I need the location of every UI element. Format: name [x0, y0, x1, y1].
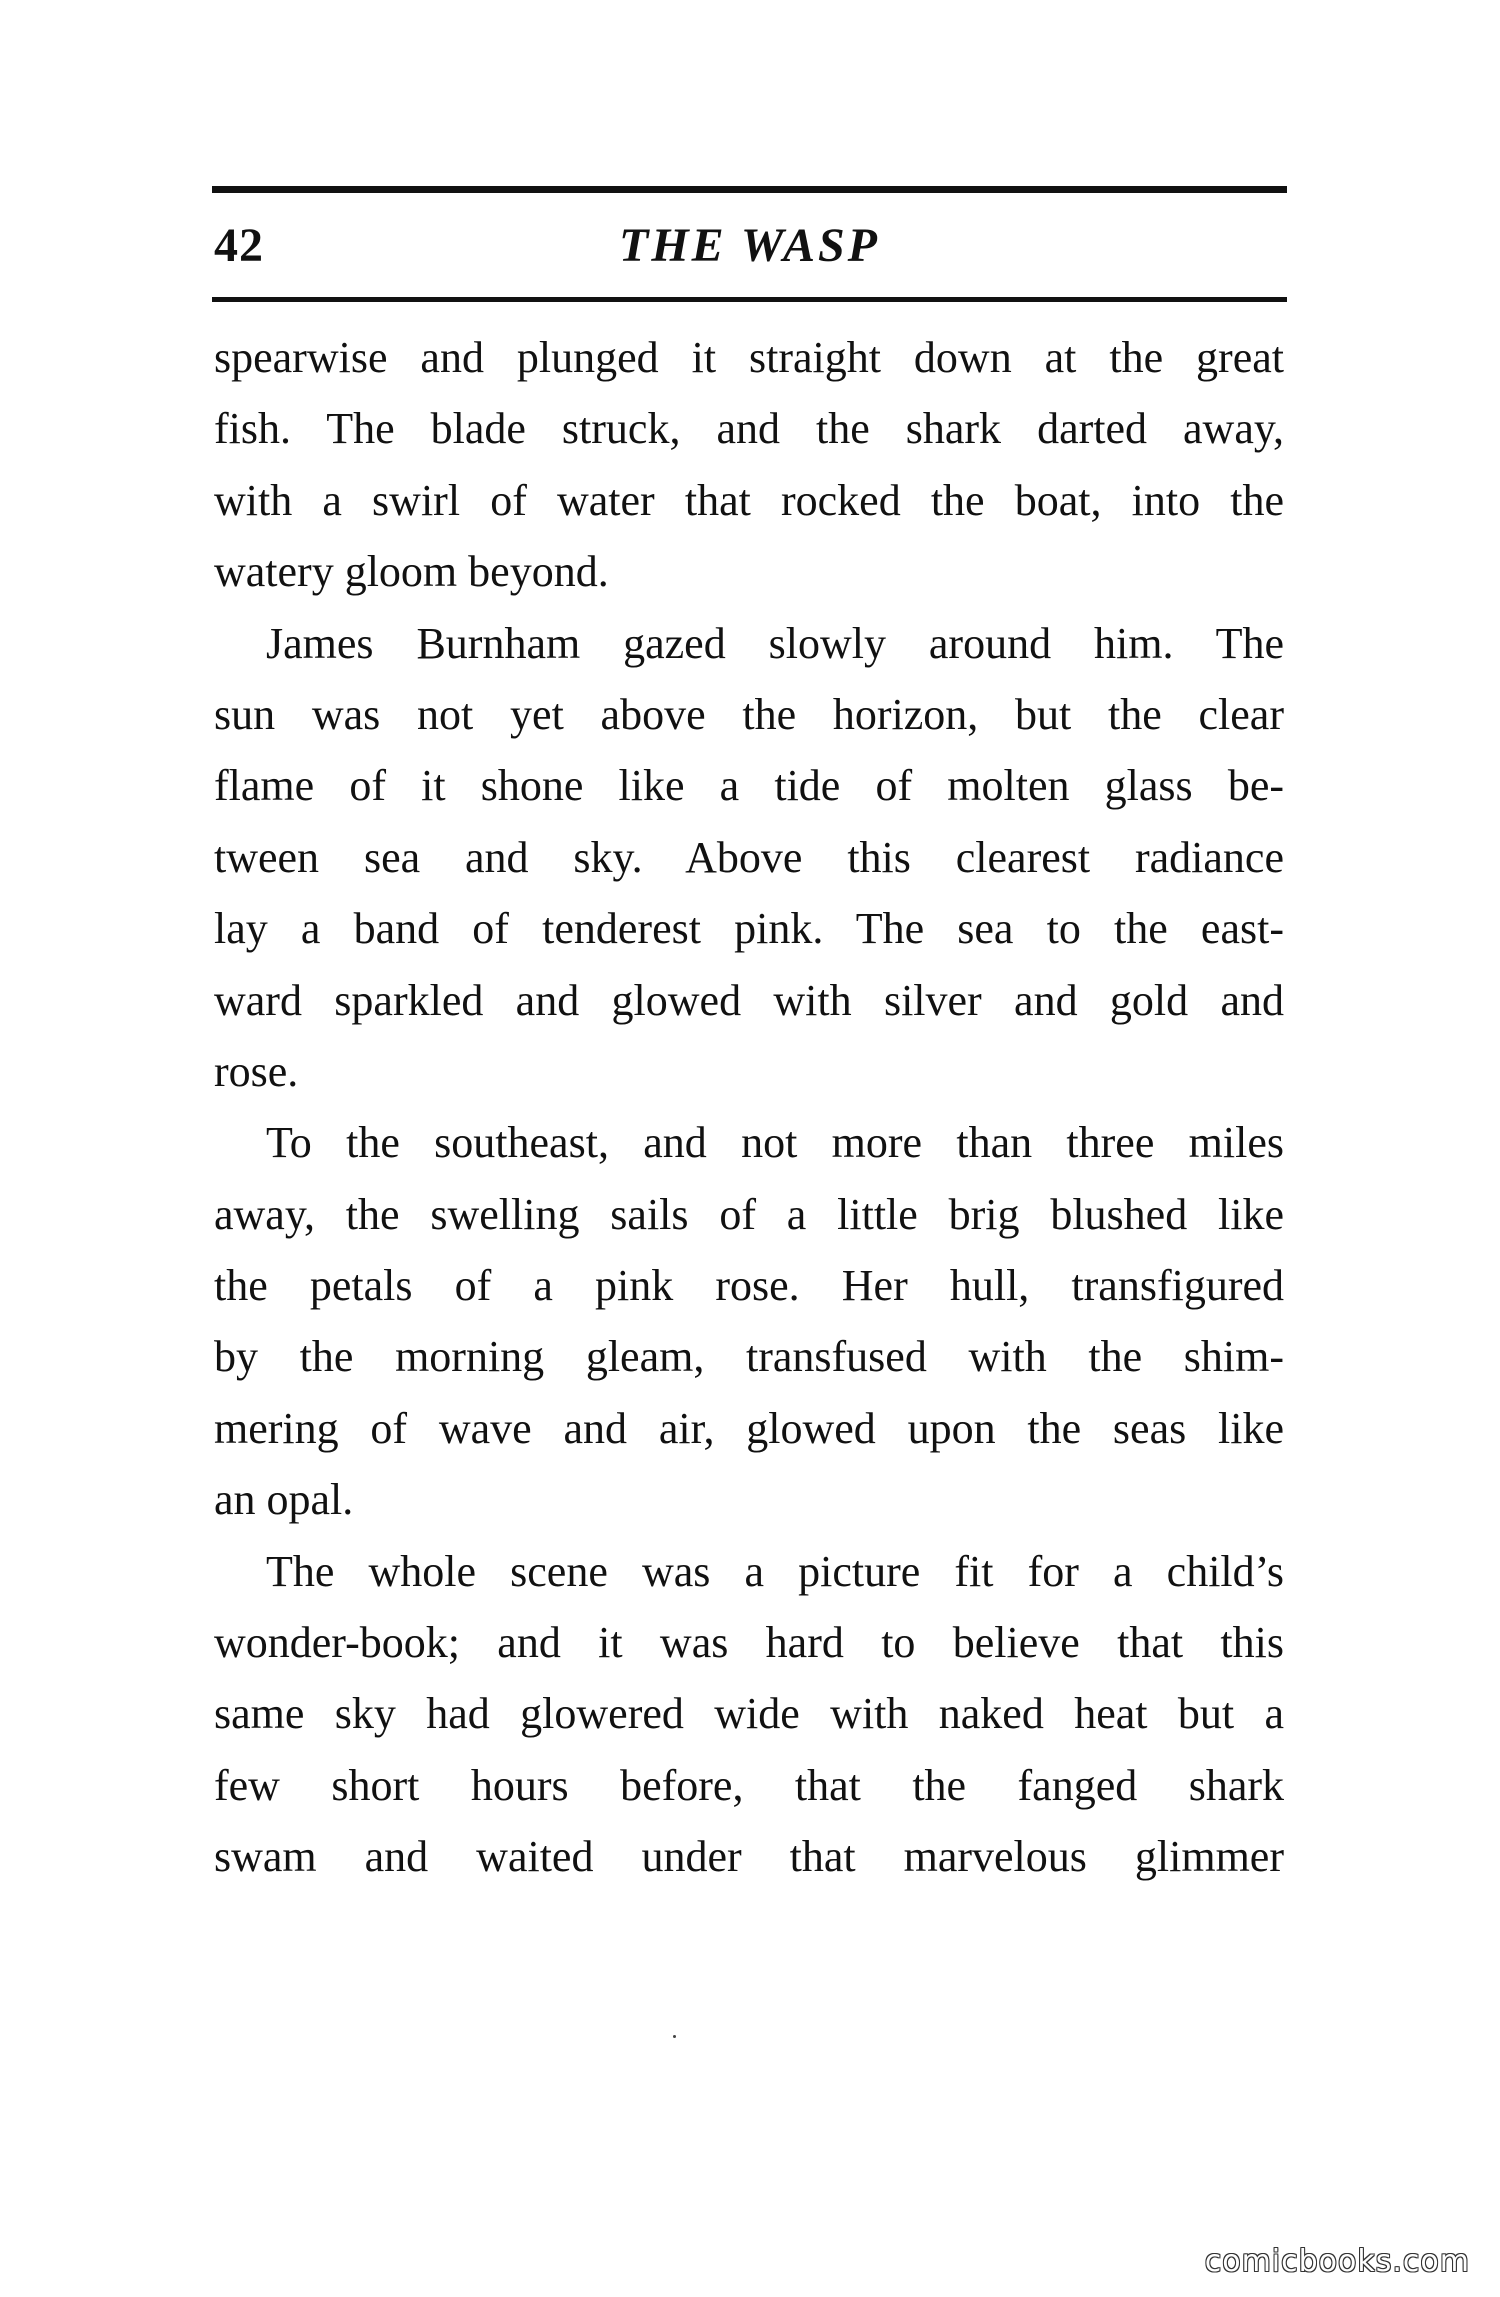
- text-line: lay a band of tenderest pink. The sea to the east-: [214, 904, 1284, 954]
- text-line: with a swirl of water that rocked the boat, into the: [214, 475, 1284, 525]
- header-rule-top: [212, 186, 1287, 193]
- paragraph: [214, 608, 1284, 1108]
- text-line: watery gloom beyond.: [214, 547, 609, 597]
- text-line: flame of it shone like a tide of molten glass be-: [214, 761, 1284, 811]
- text-line: tween sea and sky. Above this clearest radiance: [214, 832, 1284, 882]
- text-line: fish. The blade struck, and the shark darted away,: [214, 404, 1284, 454]
- text-line: away, the swelling sails of a little brig blushed like: [214, 1189, 1284, 1239]
- text-line: To the southeast, and not more than three miles: [266, 1118, 1284, 1168]
- text-line: wonder-book; and it was hard to believe that this: [214, 1618, 1284, 1668]
- page-number: 42: [214, 219, 264, 272]
- text-line: ward sparkled and glowed with silver and gold and: [214, 975, 1284, 1025]
- paragraph: [214, 322, 1284, 608]
- running-title: THE WASP: [619, 219, 880, 272]
- text-line: The whole scene was a picture fit for a child’s: [266, 1546, 1284, 1596]
- text-line: rose.: [214, 1046, 299, 1096]
- print-speck: [673, 2035, 676, 2038]
- page-body-text: [214, 322, 1284, 1893]
- text-line: sun was not yet above the horizon, but the clear: [214, 689, 1284, 739]
- text-line: swam and waited under that marvelous glimmer: [214, 1832, 1284, 1882]
- paragraph: [214, 1107, 1284, 1535]
- text-line: an opal.: [214, 1475, 354, 1525]
- text-line: by the morning gleam, transfused with the shim-: [214, 1332, 1284, 1382]
- text-line: same sky had glowered wide with naked heat but a: [214, 1689, 1284, 1739]
- text-line: few short hours before, that the fanged shark: [214, 1760, 1284, 1810]
- paragraph: [214, 1536, 1284, 1893]
- watermark-logo: comicbooks.com: [1204, 2244, 1470, 2279]
- text-line: the petals of a pink rose. Her hull, transfigured: [214, 1261, 1284, 1311]
- text-line: mering of wave and air, glowed upon the seas like: [214, 1403, 1284, 1453]
- header-rule-bottom: [212, 297, 1287, 302]
- text-line: spearwise and plunged it straight down at the great: [214, 333, 1284, 382]
- text-line: James Burnham gazed slowly around him. The: [266, 618, 1284, 668]
